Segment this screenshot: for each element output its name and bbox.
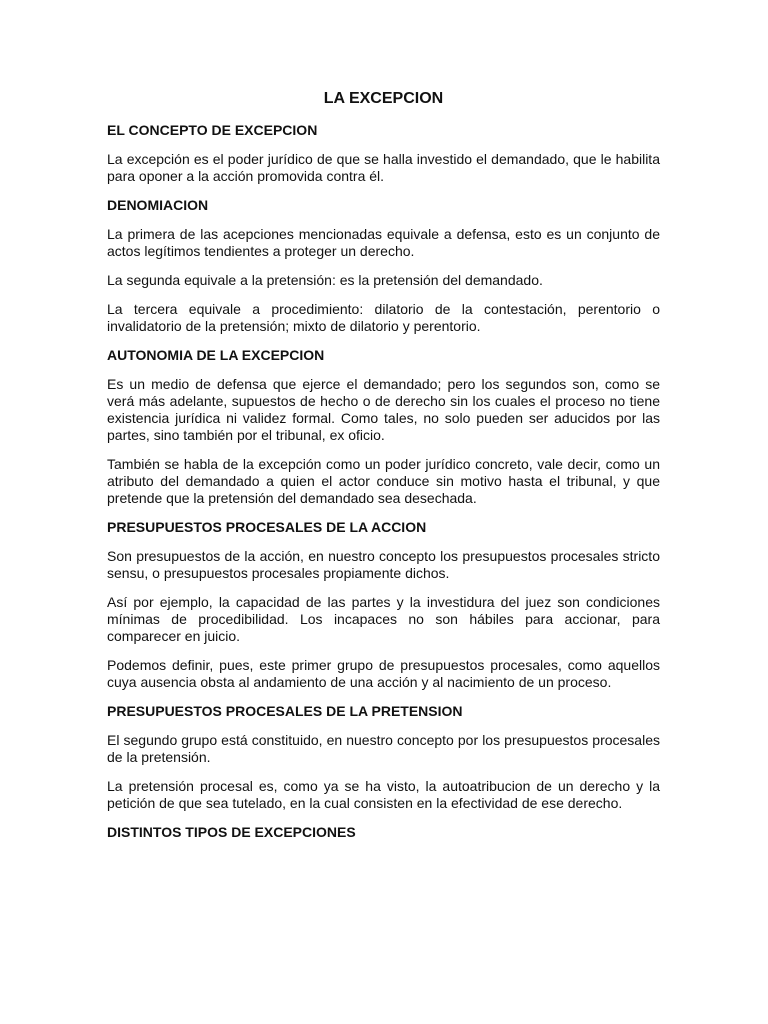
section-heading: EL CONCEPTO DE EXCEPCION <box>107 122 318 138</box>
paragraph: Podemos definir, pues, este primer grupo de presupuestos procesales, como aquellos cuya ausencia obsta al andamiento de una acción y al nacimiento de un proceso. <box>107 657 660 690</box>
paragraph: Así por ejemplo, la capacidad de las partes y la investidura del juez son condiciones mínimas de procedibilidad. Los incapaces no son hábiles para accionar, para comparecer en juicio. <box>107 594 660 644</box>
paragraph: La pretensión procesal es, como ya se ha visto, la autoatribucion de un derecho y la petición de que sea tutelado, en la cual consisten en la efectividad de ese derecho. <box>107 778 660 811</box>
document-page <box>107 89 660 853</box>
section-heading: PRESUPUESTOS PROCESALES DE LA PRETENSION <box>107 703 463 719</box>
section-presupuestos-pretension <box>107 703 660 812</box>
section-heading: DENOMIACION <box>107 197 209 213</box>
section-autonomia <box>107 347 660 507</box>
paragraph: La excepción es el poder jurídico de que se halla investido el demandado, que le habilita para oponer a la acción promovida contra él. <box>107 151 660 184</box>
section-concepto <box>107 122 660 185</box>
document-title: LA EXCEPCION <box>323 90 444 107</box>
paragraph: Es un medio de defensa que ejerce el demandado; pero los segundos son, como se verá más adelante, supuestos de hecho o de derecho sin los cuales el proceso no tiene existencia jurídica ni validez formal. Como tales, no solo pueden ser aducidos por las partes, sino también por el tribunal, ex oficio. <box>107 376 660 443</box>
paragraph: La tercera equivale a procedimiento: dilatorio de la contestación, perentorio o invalidatorio de la pretensión; mixto de dilatorio y perentorio. <box>107 301 660 334</box>
section-heading: AUTONOMIA DE LA EXCEPCION <box>107 347 325 363</box>
section-heading: PRESUPUESTOS PROCESALES DE LA ACCION <box>107 519 427 535</box>
paragraph: Son presupuestos de la acción, en nuestro concepto los presupuestos procesales stricto sensu, o presupuestos procesales propiamente dichos. <box>107 548 660 581</box>
section-presupuestos-accion <box>107 519 660 691</box>
paragraph: La segunda equivale a la pretensión: es la pretensión del demandado. <box>107 272 543 288</box>
section-denominacion <box>107 197 660 335</box>
section-tipos-excepciones <box>107 824 660 841</box>
section-heading: DISTINTOS TIPOS DE EXCEPCIONES <box>107 824 356 840</box>
paragraph: También se habla de la excepción como un poder jurídico concreto, vale decir, como un atributo del demandado a quien el actor conduce sin motivo hasta el tribunal, y que pretende que la pretensión del demandado sea desechada. <box>107 456 660 506</box>
paragraph: El segundo grupo está constituido, en nuestro concepto por los presupuestos procesales de la pretensión. <box>107 732 660 765</box>
paragraph: La primera de las acepciones mencionadas equivale a defensa, esto es un conjunto de actos legítimos tendientes a proteger un derecho. <box>107 226 660 259</box>
